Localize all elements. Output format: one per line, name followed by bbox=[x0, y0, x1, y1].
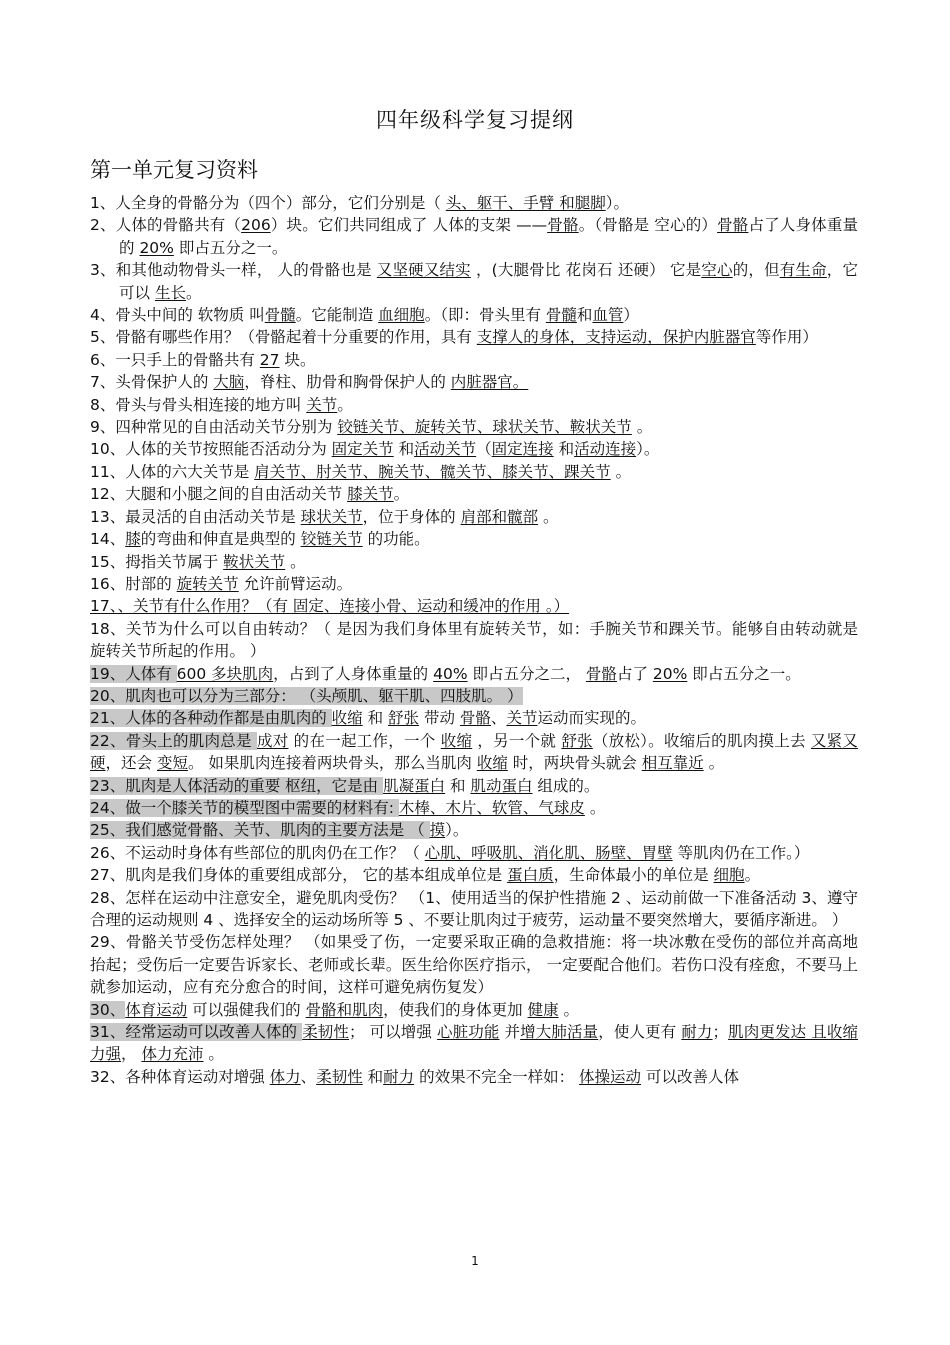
answer-text: 体育运动 bbox=[125, 1000, 188, 1019]
item-text: 时，两块骨头就会 bbox=[507, 754, 642, 773]
item-text: 的在一起工作，一个 bbox=[288, 731, 441, 750]
review-item bbox=[90, 685, 858, 707]
answer-text: 心肌、呼吸肌、消化肌、肠壁、胃壁 bbox=[424, 843, 673, 862]
item-text: ； 可以增强 bbox=[349, 1023, 438, 1042]
answer-text: 17、、关节有什么作用？（有 固定、连接小骨、运动和缓冲的作用 。） bbox=[90, 597, 570, 616]
answer-text: 骨骼 bbox=[585, 664, 617, 683]
review-item bbox=[90, 438, 858, 460]
item-text: 30、 bbox=[90, 1000, 126, 1019]
review-item bbox=[90, 349, 858, 371]
answer-text: 206 bbox=[241, 216, 271, 235]
answer-text: 骨骼 bbox=[459, 709, 491, 728]
item-text: 即占五分之一。 bbox=[687, 664, 801, 683]
answer-text: 体力充沛 bbox=[141, 1045, 204, 1064]
item-text: 20、肌肉也可以分为三部分： （头颅肌、躯干肌、四肢肌。 ） bbox=[90, 686, 523, 705]
item-text: 可以改善人体 bbox=[641, 1067, 739, 1086]
item-text: 25、我们感觉骨骼、关节、肌肉的主要方法是 （ bbox=[90, 821, 430, 840]
answer-text: 肌凝蛋白 bbox=[383, 776, 446, 795]
answer-text: 变短 bbox=[156, 754, 188, 773]
item-text: 4、骨头中间的 软物质 叫 bbox=[90, 306, 265, 325]
answer-text: 健康 bbox=[527, 1000, 559, 1019]
answer-text: 蛋白质 bbox=[507, 866, 554, 885]
item-text: 。（骨骼是 空心的） bbox=[578, 216, 718, 235]
item-text: 12、大腿和小腿之间的自由活动关节 bbox=[90, 485, 348, 504]
answer-text: 体力 bbox=[269, 1067, 301, 1086]
item-text: （放松）。收缩后的肌肉摸上去 bbox=[592, 731, 811, 750]
answer-text: 肌肉更发达 且收缩力强 bbox=[90, 1023, 858, 1064]
review-item bbox=[90, 999, 858, 1021]
item-text: 。它能制造 bbox=[295, 306, 379, 325]
answer-text: 固定关节 bbox=[331, 440, 394, 459]
item-text: 31、经常运动可以改善人体的 bbox=[90, 1023, 303, 1042]
review-item bbox=[90, 304, 858, 326]
answer-text: 体操运动 bbox=[579, 1067, 642, 1086]
item-text: 。 bbox=[538, 507, 559, 526]
review-item bbox=[90, 864, 858, 886]
review-item bbox=[90, 192, 858, 214]
answer-text: 增大肺活量 bbox=[520, 1023, 599, 1042]
answer-text: 膝关节 bbox=[347, 485, 394, 504]
item-text: 运动而实现的。 bbox=[537, 709, 646, 728]
answer-text: 又紧又硬 bbox=[90, 731, 858, 773]
answer-text: 20% bbox=[139, 238, 174, 257]
item-text: 块。 bbox=[279, 350, 316, 369]
item-text: 8、骨头与骨头相连接的地方叫 bbox=[90, 395, 307, 414]
item-text: 和 bbox=[362, 709, 389, 728]
answer-text: 木棒、木片、软管、气球皮 bbox=[398, 798, 585, 817]
review-item bbox=[90, 551, 858, 573]
review-item bbox=[90, 663, 858, 685]
review-item bbox=[90, 618, 858, 663]
item-text: ）。 bbox=[636, 440, 660, 459]
item-text: 占了人身体重量的 bbox=[119, 216, 858, 257]
item-text: 和 bbox=[576, 306, 593, 325]
answer-text: 内脏器官。 bbox=[450, 373, 529, 392]
item-text: 。 如果肌肉连接着两块骨头，那么当肌肉 bbox=[187, 754, 477, 773]
review-item bbox=[90, 842, 858, 864]
item-text: 。 bbox=[584, 798, 606, 817]
item-text: 的弯曲和伸直是典型的 bbox=[140, 530, 301, 549]
item-text: 21、人体的各种动作都是由肌肉的 bbox=[90, 709, 332, 728]
answer-text: 舒张 bbox=[561, 731, 593, 750]
item-text: （ bbox=[476, 440, 492, 459]
item-text: 的功能。 bbox=[362, 530, 430, 549]
item-text: 。 bbox=[558, 1000, 580, 1019]
item-text: 9、四种常见的自由活动关节分别为 bbox=[90, 418, 338, 437]
answer-text: 生长 bbox=[154, 283, 186, 302]
item-text: 。 bbox=[631, 418, 653, 437]
item-text: ，脊柱、肋骨和胸骨保护人的 bbox=[244, 373, 451, 392]
item-text: ， bbox=[121, 1045, 142, 1064]
answer-text: 收缩 bbox=[440, 731, 473, 750]
item-text: 、 bbox=[490, 709, 507, 728]
item-text: ）块。它们共同组成了 人体的支架 —— bbox=[270, 216, 548, 235]
answer-text: 27 bbox=[259, 350, 280, 369]
review-item bbox=[90, 528, 858, 550]
review-item bbox=[90, 326, 858, 348]
item-text: ，(大腿骨比 花岗石 还硬） 它是 bbox=[470, 261, 702, 280]
answer-text: 耐力 bbox=[681, 1023, 713, 1042]
item-text: 26、不运动时身体有些部位的肌肉仍在工作？（ bbox=[90, 843, 425, 862]
item-text: 10、人体的关节按照能否活动分为 bbox=[90, 440, 332, 459]
item-text: 。 bbox=[610, 462, 632, 481]
item-text: 。（即：骨头里有 bbox=[424, 306, 546, 325]
answer-text: 骨髓 bbox=[545, 306, 577, 325]
item-text: 等作用） bbox=[755, 328, 818, 347]
answer-text: 骨骼 bbox=[717, 216, 749, 235]
item-text: 占了 bbox=[616, 664, 653, 683]
item-text: 即占五分之一。 bbox=[173, 238, 288, 257]
review-item bbox=[90, 416, 858, 438]
item-text: 即占五分之二， bbox=[467, 664, 586, 683]
review-item bbox=[90, 483, 858, 505]
review-item bbox=[90, 707, 858, 729]
item-text: 。 bbox=[185, 283, 202, 302]
item-text: 2、人体的骨骼共有（ bbox=[90, 216, 242, 235]
answer-text: 活动关节 bbox=[414, 440, 477, 459]
answer-text: 空心 bbox=[701, 261, 733, 280]
item-text: 19、人体有 bbox=[90, 664, 177, 683]
item-text: 和 bbox=[362, 1067, 384, 1086]
answer-text: 大脑 bbox=[213, 373, 245, 392]
review-item bbox=[90, 887, 858, 932]
item-text: 的，但 bbox=[732, 261, 780, 280]
answer-text: 膝 bbox=[125, 530, 141, 549]
item-text: 。 bbox=[744, 866, 761, 885]
review-item bbox=[90, 506, 858, 528]
item-text: ） bbox=[623, 306, 639, 325]
item-text: 6、一只手上的骨骼共有 bbox=[90, 350, 260, 369]
item-text: ，还会 bbox=[105, 754, 157, 773]
item-text: 23、肌肉是人体活动的重要 枢纽，它是由 bbox=[90, 776, 384, 795]
review-item bbox=[90, 775, 858, 797]
answer-text: 鞍状关节 bbox=[223, 552, 286, 571]
item-text: 22、骨头上的肌肉总是 bbox=[90, 731, 257, 750]
answer-text: 骨骼 bbox=[547, 216, 579, 235]
review-item bbox=[90, 1066, 858, 1088]
item-text: 29、骨骼关节受伤怎样处理？ （如果受了伤，一定要采取正确的急救措施：将一块冰敷在受伤的部位并高高地抬起；受伤后一定要告诉家长、老师或长辈。医生给你医疗指示， 一定要配合他们。若伤口没有痊愈，不要马上就参加运动，应有充分愈合的时间，这样可避免病伤复发） bbox=[90, 933, 858, 997]
answer-text: 固定连接 bbox=[491, 440, 554, 459]
answer-text: 血细胞 bbox=[378, 306, 425, 325]
unit-heading: 第一单元复习资料 bbox=[90, 158, 258, 182]
answer-text: 收缩 bbox=[476, 754, 508, 773]
review-item bbox=[90, 394, 858, 416]
item-text: ； bbox=[712, 1023, 729, 1042]
review-list bbox=[90, 192, 858, 1088]
item-text: 带动 bbox=[419, 709, 460, 728]
item-text: 7、头骨保护人的 bbox=[90, 373, 214, 392]
answer-text: 骨骼和肌肉 bbox=[305, 1000, 384, 1019]
answer-text: 活动连接 bbox=[574, 440, 637, 459]
answer-text: 600 多块肌肉 bbox=[176, 664, 274, 683]
item-text: 并 bbox=[499, 1023, 521, 1042]
item-text: ，占到了人身体重量的 bbox=[273, 664, 434, 683]
item-text: 组成的。 bbox=[532, 776, 600, 795]
answer-text: 摸 bbox=[429, 821, 446, 840]
answer-text: 心脏功能 bbox=[437, 1023, 500, 1042]
item-text: 、 bbox=[300, 1067, 317, 1086]
answer-text: 肩关节、肘关节、腕关节、髋关节、膝关节、踝关节 bbox=[254, 462, 611, 481]
item-text: 。 bbox=[337, 395, 353, 414]
answer-text: 肌动蛋白 bbox=[470, 776, 533, 795]
answer-text: 又坚硬又结实 bbox=[376, 261, 471, 280]
review-item bbox=[90, 1021, 858, 1066]
review-item bbox=[90, 819, 858, 841]
review-item bbox=[90, 595, 858, 617]
item-text: ）。 bbox=[445, 821, 469, 840]
answer-text: 40% bbox=[433, 664, 468, 683]
item-text: 。 bbox=[203, 1045, 224, 1064]
answer-text: 支撑人的身体，支持运动，保护内脏器官 bbox=[476, 328, 756, 347]
item-text: 27、肌肉是我们身体的重要组成部分， 它的基本组成单位是 bbox=[90, 866, 508, 885]
item-text: ，位于身体的 bbox=[362, 507, 461, 526]
item-text: 等肌肉仍在工作。） bbox=[672, 843, 810, 862]
item-text: 1、人全身的骨骼分为（四个）部分，它们分别是（ bbox=[90, 194, 446, 212]
review-item bbox=[90, 214, 858, 259]
answer-text: 耐力 bbox=[383, 1067, 415, 1086]
answer-text: 有生命 bbox=[779, 261, 827, 280]
item-text: 16、肘部的 bbox=[90, 574, 177, 593]
answer-text: 细胞 bbox=[713, 866, 745, 885]
answer-text: 柔韧性 bbox=[316, 1067, 363, 1086]
review-item bbox=[90, 931, 858, 998]
answer-text: 球状关节 bbox=[300, 507, 363, 526]
item-text: 5、骨骼有哪些作用？（骨骼起着十分重要的作用，具有 bbox=[90, 328, 477, 347]
item-text: 和 bbox=[445, 776, 471, 795]
item-text: 3、和其他动物骨头一样， 人的骨骼也是 bbox=[90, 261, 377, 280]
item-text: ，使人更有 bbox=[598, 1023, 682, 1042]
review-item bbox=[90, 730, 858, 775]
answer-text: 头、躯干、手臂 和腿脚 bbox=[445, 194, 606, 212]
answer-text: 20% bbox=[652, 664, 688, 683]
item-text: ，它可以 bbox=[119, 261, 858, 302]
answer-text: 舒张 bbox=[388, 709, 420, 728]
item-text: 和 bbox=[553, 440, 575, 459]
item-text: 可以强健我们的 bbox=[187, 1000, 306, 1019]
review-item bbox=[90, 573, 858, 595]
answer-text: 柔韧性 bbox=[302, 1023, 350, 1042]
item-text: 14、 bbox=[90, 530, 126, 549]
item-text: 允许前臂运动。 bbox=[238, 574, 353, 593]
review-item bbox=[90, 797, 858, 819]
answer-text: 骨髓 bbox=[264, 306, 296, 325]
item-text: ）。 bbox=[605, 194, 629, 212]
answer-text: 肩部和髋部 bbox=[460, 507, 539, 526]
answer-text: 关节 bbox=[506, 709, 538, 728]
review-item bbox=[90, 461, 858, 483]
item-text: 24、做一个膝关节的模型图中需要的材料有: bbox=[90, 798, 399, 817]
answer-text: 收缩 bbox=[331, 709, 363, 728]
answer-text: 相互靠近 bbox=[641, 754, 704, 773]
answer-text: 关节 bbox=[306, 395, 338, 414]
item-text: 11、人体的六大关节是 bbox=[90, 462, 255, 481]
review-item bbox=[90, 371, 858, 393]
item-text: 和 bbox=[393, 440, 415, 459]
item-text: ，另一个就 bbox=[472, 731, 562, 750]
item-text: ，生命体最小的单位是 bbox=[553, 866, 714, 885]
answer-text: 血管 bbox=[592, 306, 624, 325]
document-title: 四年级科学复习提纲 bbox=[376, 108, 574, 132]
item-text: 。 bbox=[703, 754, 725, 773]
item-text: 18、关节为什么可以自由转动？（ 是因为我们身体里有旋转关节，如：手腕关节和踝关节。能够自由转动就是旋转关节所起的作用。 ） bbox=[90, 619, 858, 661]
answer-text: 铰链关节、旋转关节、球状关节、鞍状关节 bbox=[337, 418, 632, 437]
item-text: 的效果不完全一样如： bbox=[414, 1067, 580, 1086]
item-text: 15、拇指关节属于 bbox=[90, 552, 224, 571]
page-number: 1 bbox=[471, 1254, 479, 1268]
item-text: 13、最灵活的自由活动关节是 bbox=[90, 507, 301, 526]
answer-text: 铰链关节 bbox=[300, 530, 363, 549]
review-item bbox=[90, 259, 858, 304]
item-text: 。 bbox=[393, 485, 410, 504]
answer-text: 成对 bbox=[256, 731, 289, 750]
answer-text: 旋转关节 bbox=[176, 574, 239, 593]
item-text: 。 bbox=[285, 552, 306, 571]
item-text: ，使我们的身体更加 bbox=[383, 1000, 528, 1019]
item-text: 32、各种体育运动对增强 bbox=[90, 1067, 270, 1086]
item-text: 28、怎样在运动中注意安全，避免肌肉受伤？ （1、使用适当的保护性措施 2 、运动前做一下准备活动 3、遵守合理的运动规则 4 、选择安全的运动场所等 5 、不要让肌肉过于疲劳，运动量不要突然增大，要循序渐进。 ） bbox=[90, 888, 858, 929]
